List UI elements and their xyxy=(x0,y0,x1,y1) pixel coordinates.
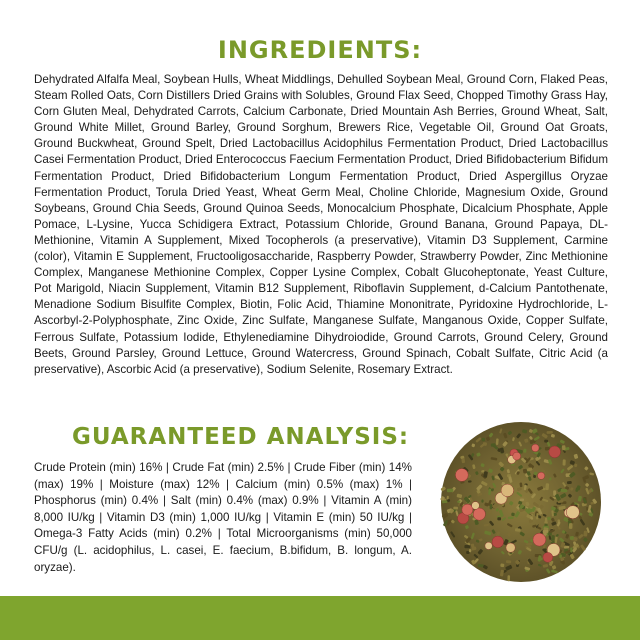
pellet xyxy=(500,563,504,567)
pellet xyxy=(507,575,510,581)
pellet xyxy=(541,470,545,473)
pellet xyxy=(482,438,486,442)
berry-piece xyxy=(538,472,545,479)
pellet xyxy=(530,440,534,444)
pellet xyxy=(562,445,566,450)
pellet xyxy=(447,489,453,493)
pellet xyxy=(547,431,553,434)
pellet xyxy=(481,499,484,502)
pellet xyxy=(570,547,572,552)
pellet xyxy=(508,516,514,519)
guaranteed-analysis-heading: GUARANTEED ANALYSIS: xyxy=(72,424,410,450)
ingredients-heading: INGREDIENTS: xyxy=(217,36,423,64)
pellet xyxy=(523,449,526,453)
pellet xyxy=(543,530,549,533)
pellet xyxy=(511,513,515,517)
berry-piece xyxy=(532,444,540,452)
pellet xyxy=(497,517,501,520)
pellet xyxy=(464,545,470,548)
berry-piece xyxy=(455,469,468,482)
berry-piece xyxy=(472,502,480,510)
berry-piece xyxy=(485,542,492,549)
pellet xyxy=(442,500,448,503)
berry-piece xyxy=(473,508,485,520)
berry-piece xyxy=(492,536,504,548)
guaranteed-analysis-text: Crude Protein (min) 16% | Crude Fat (min) 2.5% | Crude Fiber (min) 14% (max) 19% | Moisture (max) 12% | Calcium (min) 0.5% (max) 1% | Phosphorus (min) 0.4% | Salt (min) 0.4% (max) 0.9% | Vitamin A (min) 8,000 IU/kg | Vitamin D3 (min) 1,000 IU/kg | Vitamin E (min) 50 IU/kg | Omega-3 Fatty Acids (min) 0.2% | Total Microorganisms (min) 50,000 CFU/g (L. acidophilus, L. casei, E. faecium, B.bifidum, B. longum, A. oryzae). xyxy=(34,461,412,574)
pellet xyxy=(520,498,524,501)
pellet xyxy=(570,536,574,540)
ingredients-list: Dehydrated Alfalfa Meal, Soybean Hulls, Wheat Middlings, Dehulled Soybean Meal, Ground Corn, Flaked Peas, Steam Rolled Oats, Corn Distillers Dried Grains with Solubles, Ground Flax Seed, Chopped Timothy Grass Hay, Corn Gluten Meal, Dehydrated Carrots, Calcium Carbonate, Dried Mountain Ash Berries, Ground Wheat, Salt, Ground White Millet, Ground Barley, Ground Sorghum, Brewers Rice, Vegetable Oil, Ground Oat Groats, Ground Buckwheat, Ground Spelt, Dried Lactobacillus Acidophilus Fermentation Product, Dried Lactobacillus Casei Fermentation Product, Dried Enterococcus Faecium Fermentation Product, Dried Bifidobacterium Bifidum Fermentation Product, Dried Bifidobacterium Longum Fermentation Product, Dried Aspergillus Oryzae Fermentation Product, Torula Dried Yeast, Wheat Germ Meal, Choline Chloride, Magnesium Oxide, Ground Soybeans, Ground Chia Seeds, Ground Quinoa Seeds, Monocalcium Phosphate, Dicalcium Phosphate, Apple Pomace, L-Lysine, Yucca Schidigera Extract, Potassium Chloride, Ground Banana, Ground Papaya, DL-Methionine, Vitamin A Supplement, Mixed Tocopherols (a preservative), Vitamin D3 Supplement, Carmine (color), Vitamin E Supplement, Fructooligosaccharide, Raspberry Powder, Strawberry Powder, Zinc Methionine Complex, Manganese Methionine Complex, Copper Lysine Complex, Cobalt Glucoheptonate, Yeast Culture, Pot Marigold, Niacin Supplement, Vitamin B12 Supplement, Riboflavin Supplement, d-Calcium Pantothenate, Menadione Sodium Bisulfite Complex, Biotin, Folic Acid, Thiamine Mononitrate, Pyridoxine Hydrochloride, L-Ascorbyl-2-Polyphosphate, Zinc Oxide, Zinc Sulfate, Manganese Sulfate, Manganous Oxide, Copper Sulfate, Ferrous Sulfate, Potassium Iodide, Ethylenediamine Dihydroiodide, Ground Carrots, Ground Celery, Ground Beets, Ground Parsley, Ground Lettuce, Ground Watercress, Ground Spinach, Cobalt Sulfate, Citric Acid (a preservative), Ascorbic Acid (a preservative), Sodium Selenite, Rosemary Extract. xyxy=(34,73,608,376)
pellet xyxy=(453,507,458,510)
pellet xyxy=(561,489,568,492)
pellet xyxy=(515,528,521,532)
pellet xyxy=(567,481,572,484)
pellet xyxy=(526,543,532,545)
berry-piece xyxy=(506,543,515,552)
berry-piece xyxy=(513,452,521,460)
pellet xyxy=(545,483,549,490)
pellet xyxy=(583,531,588,537)
footer-band xyxy=(0,596,640,640)
pet-food-pellets-photo xyxy=(436,416,606,586)
berry-piece xyxy=(549,446,561,458)
pellet xyxy=(562,459,565,465)
pellet xyxy=(547,517,551,521)
berry-piece xyxy=(543,552,553,562)
pellet xyxy=(489,509,492,514)
berry-piece xyxy=(566,506,579,519)
pellet xyxy=(491,443,496,447)
berry-piece xyxy=(462,504,473,515)
berry-piece xyxy=(533,533,546,546)
pellet xyxy=(569,523,573,529)
berry-piece xyxy=(501,484,514,497)
pellet xyxy=(564,546,569,549)
